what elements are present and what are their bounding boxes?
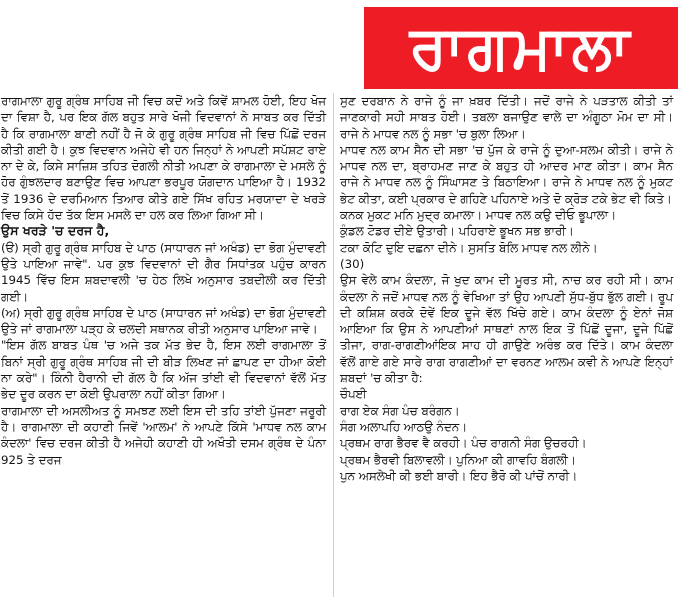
title-banner [364,7,678,89]
poem-line: ਪ੍ਰਥਮ ਭੈਰਵੀ ਬਿਲਾਵਲੀ। ਪੁਨਿਆ ਕੀ ਗਾਵਹਿ ਬੰਗਲੀ। [340,452,576,467]
article-paragraph: (ਅ) ਸ੍ਰੀ ਗੁਰੂ ਗ੍ਰੰਥ ਸਾਹਿਬ ਦੇ ਪਾਠ (ਸਾਧਾਰਨ ਜਾਂ ਅਖੰਡ) ਦਾ ਭੋਗ ਮੁੰਦਾਵਣੀ ਉਤੇ ਜਾਂ ਰਾਗਮਾਲਾ ਪੜ੍ਹ ਕੇ ਚਲਦੀ ਸਥਾਨਕ ਰੀਤੀ ਅਨੁਸਾਰ ਪਾਇਆ ਜਾਵੇ। [1,305,326,337]
poem-line: ਰਾਗ ਏਕ ਸੰਗ ਪੰਚ ਬਰੰਗਨ। [340,403,460,418]
article-paragraph: (ੳ) ਸ੍ਰੀ ਗੁਰੂ ਗ੍ਰੰਥ ਸਾਹਿਬ ਦੇ ਪਾਠ (ਸਾਧਾਰਨ ਜਾਂ ਅਖੰਡ) ਦਾ ਭੋਗ ਮੁੰਦਾਵਣੀ ਉਤੇ ਪਾਇਆ ਜਾਵੇ". ਪਰ ਕੁਝ ਵਿਦਵਾਨਾਂ ਦੀ ਗੈਰ ਸਿਧਾਂਤਕ ਪਹੁੰਚ ਕਾਰਨ 1945 ਵਿੱਚ ਇਸ ਸ਼ਬਦਾਵਲੀ 'ਚ ਹੇਠ ਲਿਖੇ ਅਨੁਸਾਰ ਤਬਦੀਲੀ ਕਰ ਦਿੱਤੀ ਗਈ। [1,240,326,304]
poem-line: ਟਕਾ ਕੋਟਿ ਦੁਇ ਦਛਨਾ ਦੀਨੇ। ਸੁਸਤਿ ਬੋਲਿ ਮਾਧਵ ਨਲ ਲੀਨੇ। [340,240,598,255]
column-divider [333,93,334,597]
poem-line: ਸੰਗ ਅਲਾਪਹਿ ਆਠਉ ਨੰਦਨ। [340,419,468,434]
article-paragraph: ਮਾਧਵ ਨਲ ਕਾਮ ਸੈਨ ਦੀ ਸਭਾ 'ਚ ਪੁੱਜ ਕੇ ਰਾਜੇ ਨੂੰ ਦੁਆ-ਸਲਮ ਕੀਤੀ। ਰਾਜੇ ਨੇ ਮਾਧਵ ਨਲ ਦਾ, ਬ੍ਰਾਹਮਣ ਜਾਣ ਕੇ ਬਹੁਤ ਹੀ ਆਦਰ ਮਾਣ ਕੀਤਾ। ਕਾਮ ਸੈਨ ਰਾਜੇ ਨੇ ਮਾਧਵ ਨਲ ਨੂੰ ਸਿੰਘਾਸਣ ਤੇ ਬਿਠਾਇਆ। ਰਾਜੇ ਨੇ ਮਾਧਵ ਨਲ ਨੂੰ ਮੁਕਟ ਭੇਟ ਕੀਤਾ, ਕਈ ਪ੍ਰਕਾਰ ਦੇ ਗਹਿਣੇ ਪਹਿਨਾਏ ਅਤੇ ਦੋ ਕ੍ਰੋੜ ਟਕੇ ਭੇਟ ਵੀ ਕਿਤੇ। [340,142,673,206]
article-paragraph: "ਇਸ ਗੱਲ ਬਾਬਤ ਪੰਥ 'ਚ ਅਜੇ ਤਕ ਮੱਤ ਭੇਦ ਹੈ, ਇਸ ਲਈ ਰਾਗਮਾਲਾ ਤੋਂ ਬਿਨਾਂ ਸ੍ਰੀ ਗੁਰੂ ਗ੍ਰੰਥ ਸਾਹਿਬ ਜੀ ਦੀ ਬੀੜ ਲਿਖਣ ਜਾਂ ਛਾਪਣ ਦਾ ਹੀਆ ਕੋਈ ਨਾ ਕਰੇ"। ਕਿੰਨੀ ਹੈਰਾਨੀ ਦੀ ਗੱਲ ਹੈ ਕਿ ਅੱਜ ਤਾਂਈ ਵੀ ਵਿਦਵਾਨਾਂ ਵੱਲੋਂ ਮੱਤ ਭੇਦ ਦੂਰ ਕਰਨ ਦਾ ਕੋਈ ਉਪਰਾਲਾ ਨਹੀਂ ਕੀਤਾ ਗਿਆ। [1,338,326,402]
article-paragraph: ਸੁਣ ਦਰਬਾਨ ਨੇ ਰਾਜੇ ਨੂੰ ਜਾ ਖ਼ਬਰ ਦਿੱਤੀ। ਜਦੋਂ ਰਾਜੇ ਨੇ ਪੜਤਾਲ ਕੀਤੀ ਤਾਂ ਜਾਣਕਾਰੀ ਸਹੀ ਸਾਬਤ ਹੋਈ। ਤਬਲਾ ਬਜਾਉਣ ਵਾਲੇ ਦਾ ਅੰਗੂਠਾ ਮੋਮ ਦਾ ਸੀ। ਰਾਜੇ ਨੇ ਮਾਧਵ ਨਲ ਨੂੰ ਸਭਾ 'ਚ ਬੁਲਾ ਲਿਆ। [340,94,673,141]
poem-line: ਕੁੰਡਲ ਟੋਡਰ ਦੀਏ ਉਤਾਰੀ। ਪਹਿਰਾਏ ਭੂਖਨ ਸਭ ਭਾਰੀ। [340,224,574,239]
page-title: ਰਾਗਮਾਲਾ [409,13,633,83]
poem-heading: ਚੌਪਈ [340,387,367,402]
right-column [340,93,673,484]
article-paragraph: ਰਾਗਮਾਲਾ ਗੁਰੂ ਗ੍ਰੰਥ ਸਾਹਿਬ ਜੀ ਵਿਚ ਕਦੋਂ ਅਤੇ ਕਿਵੇਂ ਸ਼ਾਮਲ ਹੋਈ, ਇਹ ਖੋਜ ਦਾ ਵਿਸ਼ਾ ਹੈ, ਪਰ ਇਕ ਗੱਲ ਬਹੁਤ ਸਾਰੇ ਖੋਜੀ ਵਿਦਵਾਨਾਂ ਨੇ ਸਾਬਤ ਕਰ ਦਿੱਤੀ ਹੈ ਕਿ ਰਾਗਮਾਲਾ ਬਾਣੀ ਨਹੀਂ ਹੈ ਜੋ ਕੇ ਗੁਰੂ ਗ੍ਰੰਥ ਸਾਹਿਬ ਜੀ ਵਿਚ ਪਿੱਛੋਂ ਦਰਜ ਕੀਤੀ ਗਈ ਹੈ। ਕੁਝ ਵਿਦਵਾਨ ਅਜੇਹੇ ਵੀ ਹਨ ਜਿਨ੍ਹਾਂ ਨੇ ਆਪਣੀ ਸਪੱਸ਼ਟ ਰਾਏ ਨਾ ਦੇ ਕੇ, ਕਿਸੇ ਸਾਜ਼ਿਸ਼ ਤਹਿਤ ਦੋਗਲੀ ਨੀਤੀ ਅਪਣਾ ਕੇ ਰਾਗਮਾਲਾ ਦੇ ਮਸਲੇ ਨੂੰ ਹੋਰ ਗੁੰਝਲਦਾਰ ਬਣਾਉਣ ਵਿਚ ਆਪਣਾ ਭਰਪੂਰ ਯੋਗਦਾਨ ਪਾਇਆ ਹੈ। 1932 ਤੋਂ 1936 ਦੇ ਦਰਮਿਆਨ ਤਿਆਰ ਕੀਤੇ ਗਏ ਸਿੱਖ ਰਹਿਤ ਮਰਯਾਦਾ ਦੇ ਖਰੜੇ ਵਿਚ ਕਿਸੇ ਹੱਦ ਤੱਕ ਇਸ ਮਸਲੇ ਦਾ ਹਲ ਕਰ ਲਿਆ ਗਿਆ ਸੀ। [1,94,326,223]
left-column [1,93,326,468]
verse-number: (30) [340,256,365,271]
poem-line: ਪ੍ਰਥਮ ਰਾਗ ਭੈਰਵ ਵੈ ਕਰਹੀ। ਪੰਚ ਰਾਗਨੀ ਸੰਗ ਉਚਰਹੀ। [340,436,587,451]
section-subheading: ਉਸ ਖਰੜੇ 'ਚ ਦਰਜ ਹੈ, [1,223,110,239]
poem-line: ਕਨਕ ਮੁਕਟ ਮਨਿ ਮੁਦ੍ਰ ਕਮਾਲਾ। ਮਾਧਵ ਨਲ ਕਉ ਦੀਓ ਭੂਪਾਲਾ। [340,208,617,223]
poem-line: ਪੁਨ ਅਸਲੇਖੀ ਕੀ ਭਈ ਬਾਰੀ। ਇਹ ਭੈਰੋ ਕੀ ਪਾਂਚੋਂ ਨਾਰੀ। [340,468,578,483]
article-paragraph: ਉਸ ਵੇਲੇ ਕਾਮ ਕੰਦਲਾ, ਜੋ ਖੁਦ ਕਾਮ ਦੀ ਮੂਰਤ ਸੀ, ਨਾਚ ਕਰ ਰਹੀ ਸੀ। ਕਾਮ ਕੰਦਲਾ ਨੇ ਜਦੋਂ ਮਾਧਵ ਨਲ ਨੂੰ ਵੇਖਿਆ ਤਾਂ ਉਹ ਆਪਣੀ ਸੁੱਧ-ਬੁੱਧ ਭੁੱਲ ਗਈ। ਰੂਪ ਦੀ ਕਸ਼ਿਸ਼ ਕਰਕੇ ਦੋਵੇਂ ਇਕ ਦੂਜੇ ਵੱਲ ਖਿੱਚੇ ਗਏ। ਕਾਮ ਕੰਦਲਾ ਨੂੰ ਏਨਾਂ ਜੋਸ਼ ਆਇਆ ਕਿ ਉਸ ਨੇ ਆਪਣੀਆਂ ਸਾਥਣਾਂ ਨਾਲ ਇਕ ਤੋਂ ਪਿੱਛੋਂ ਦੂਜਾ, ਦੂਜੇ ਪਿੱਛੋਂ ਤੀਜਾ, ਰਾਗ-ਰਾਗਣੀਆਂਇਕ ਸਾਹ ਹੀ ਗਾਉਣੇ ਅਰੰਭ ਕਰ ਦਿੱਤੇ। ਕਾਮ ਕੰਦਲਾ ਵੱਲੋਂ ਗਾਏ ਗਏ ਸਾਰੇ ਰਾਗ ਰਾਗਣੀਆਂ ਦਾ ਵਰਨਣ ਆਲਮ ਕਵੀ ਨੇ ਆਪਣੇ ਇਨ੍ਹਾਂ ਸ਼ਬਦਾਂ 'ਚ ਕੀਤਾ ਹੈ: [340,273,673,386]
article-paragraph: ਰਾਗਮਾਲਾ ਦੀ ਅਸਲੀਅਤ ਨੂੰ ਸਮਝਣ ਲਈ ਇਸ ਦੀ ਤਹਿ ਤਾਂਈ ਪੁੱਜਣਾ ਜਰੂਰੀ ਹੈ। ਰਾਗਮਾਲਾ ਦੀ ਕਹਾਣੀ ਜਿਵੇਂ 'ਆਲਮ' ਨੇ ਆਪਣੇ ਕਿੱਸੇ 'ਮਾਧਵ ਨਲ ਕਾਮ ਕੰਦਲਾ' ਵਿਚ ਦਰਜ ਕੀਤੀ ਹੈ ਅਜੇਹੀ ਕਹਾਣੀ ਹੀ ਅਖੌਤੀ ਦਸਮ ਗ੍ਰੰਥ ਦੇ ਪੰਨਾ 925 ਤੇ ਦਰਜ [1,403,326,467]
